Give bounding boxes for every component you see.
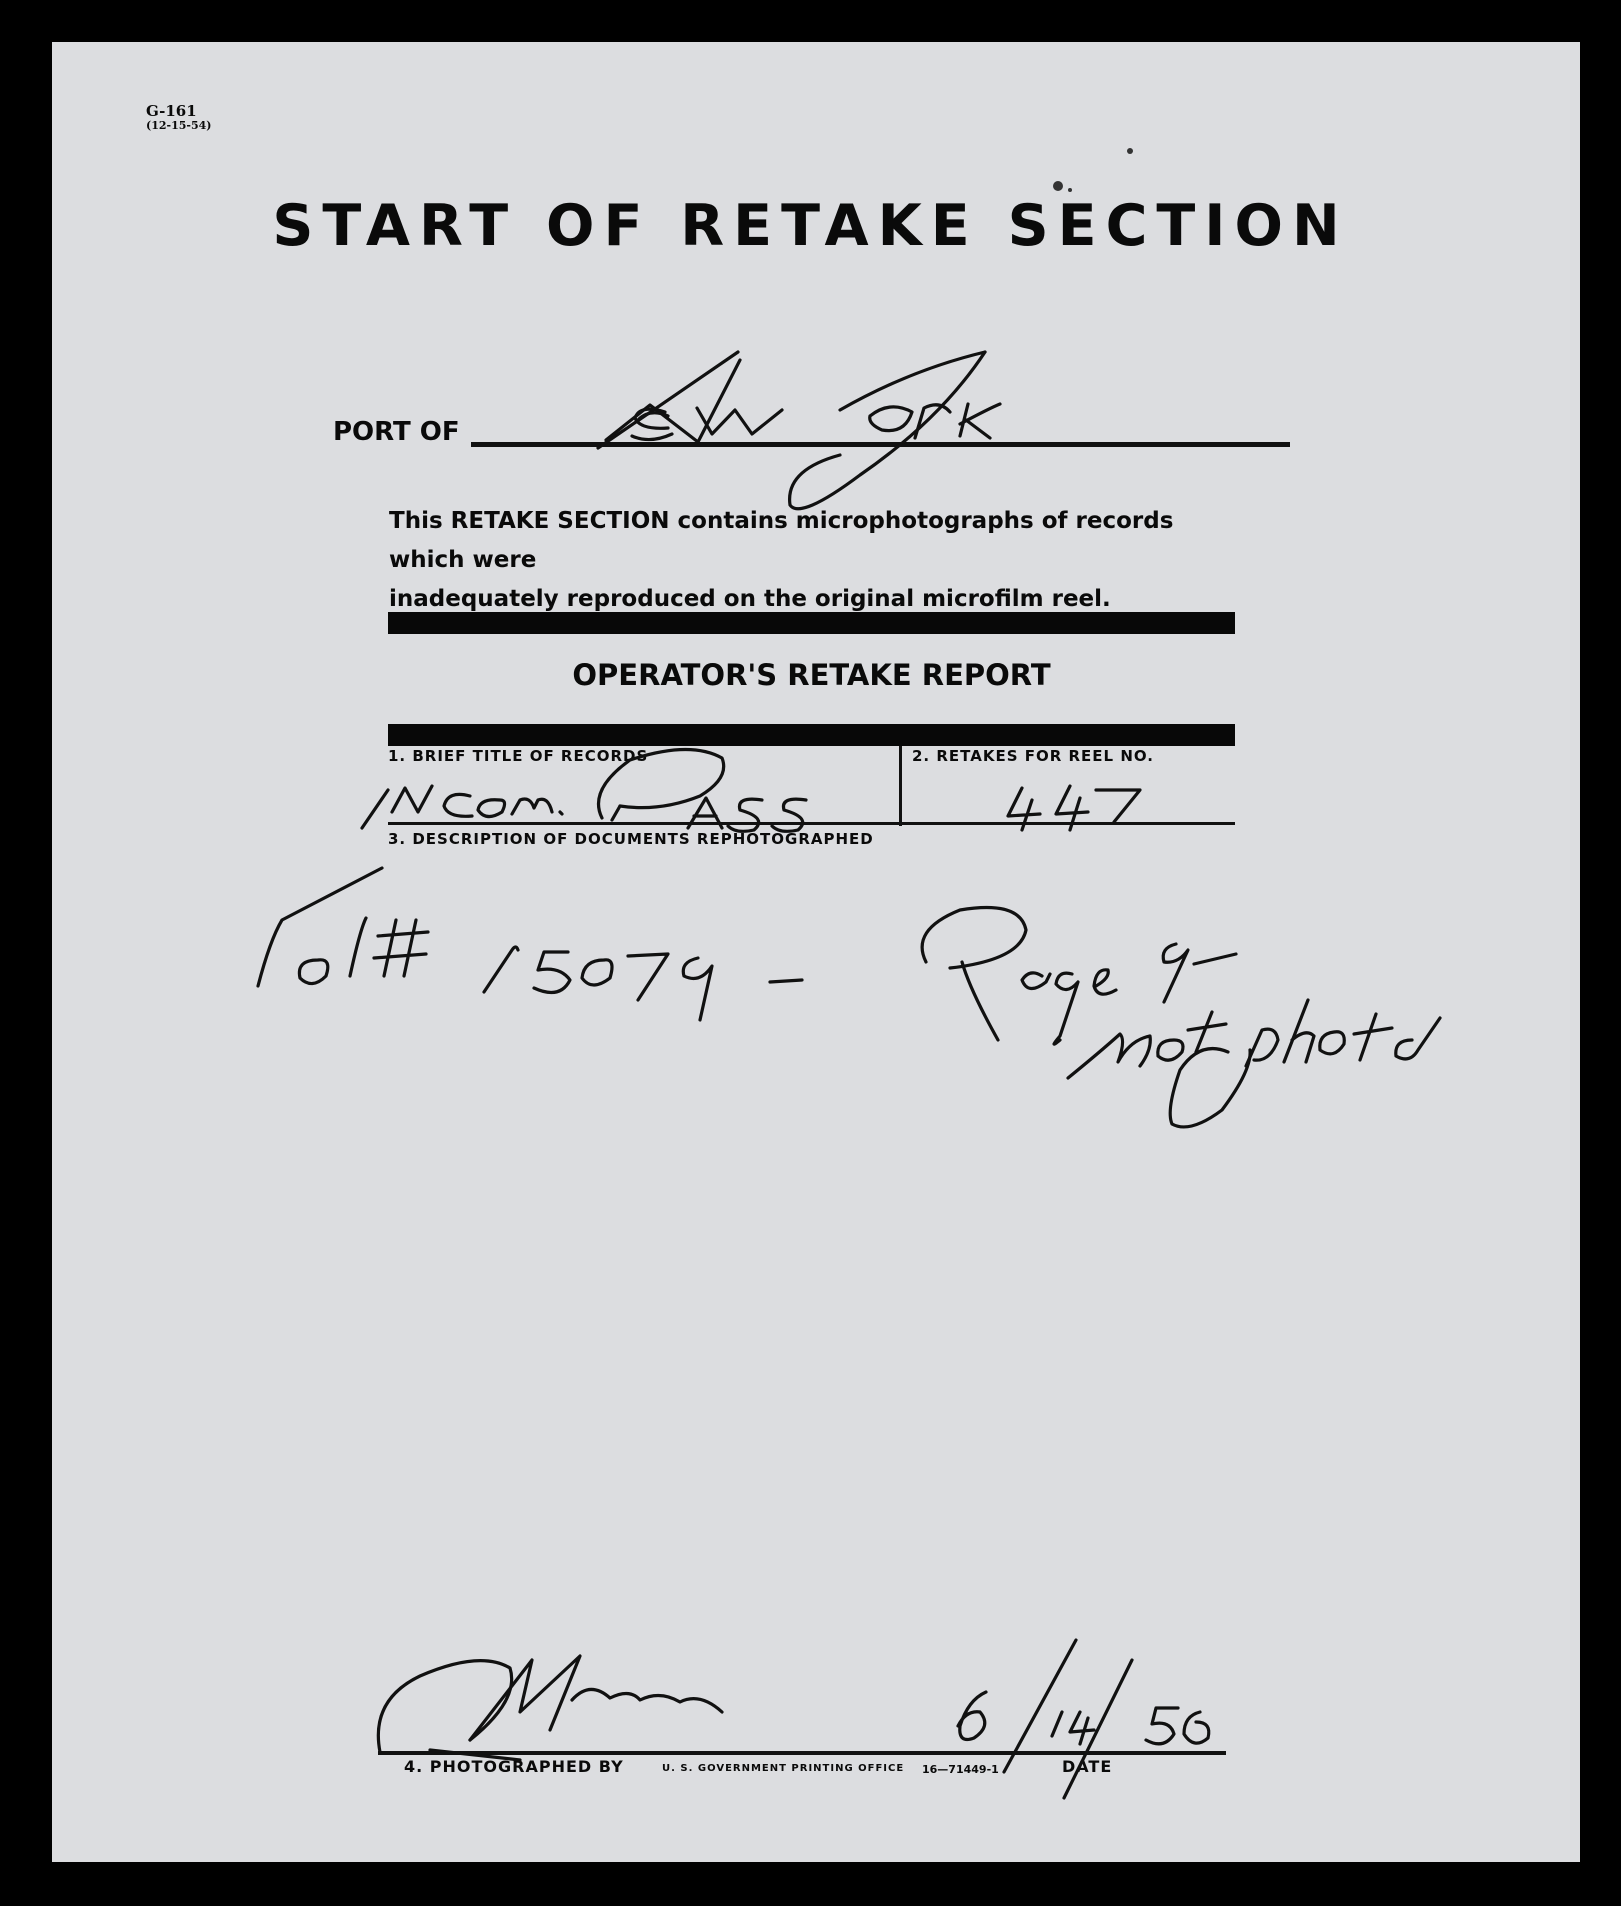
field-1-label: 1. BRIEF TITLE OF RECORDS	[388, 747, 649, 765]
document-page	[52, 42, 1580, 1862]
divider-bar-report	[388, 724, 1235, 746]
photographed-by-label: 4. PHOTOGRAPHED BY	[404, 1757, 624, 1776]
form-edition-date: (12-15-54)	[146, 119, 212, 132]
retake-description	[389, 502, 1249, 619]
date-label: DATE	[1062, 1757, 1113, 1776]
port-label: PORT OF	[333, 417, 460, 447]
page-title: START OF RETAKE SECTION	[272, 193, 1349, 259]
field-divider	[899, 746, 902, 826]
field-2-label: 2. RETAKES FOR REEL NO.	[912, 747, 1154, 765]
field-3-label: 3. DESCRIPTION OF DOCUMENTS REPHOTOGRAPHED	[388, 830, 874, 848]
field-underline	[388, 822, 1235, 825]
form-number: G-161	[146, 102, 197, 120]
description-line-2: inadequately reproduced on the original microfilm reel.	[389, 586, 1111, 612]
printing-number: 16—71449-1	[922, 1763, 999, 1776]
divider-bar-top	[388, 612, 1235, 634]
report-title: OPERATOR'S RETAKE REPORT	[572, 658, 1051, 692]
description-line-1: This RETAKE SECTION contains microphotographs of records which were	[389, 508, 1174, 573]
printing-office-imprint: U. S. GOVERNMENT PRINTING OFFICE	[662, 1763, 905, 1774]
port-underline	[471, 442, 1290, 447]
signature-line	[378, 1751, 1226, 1755]
